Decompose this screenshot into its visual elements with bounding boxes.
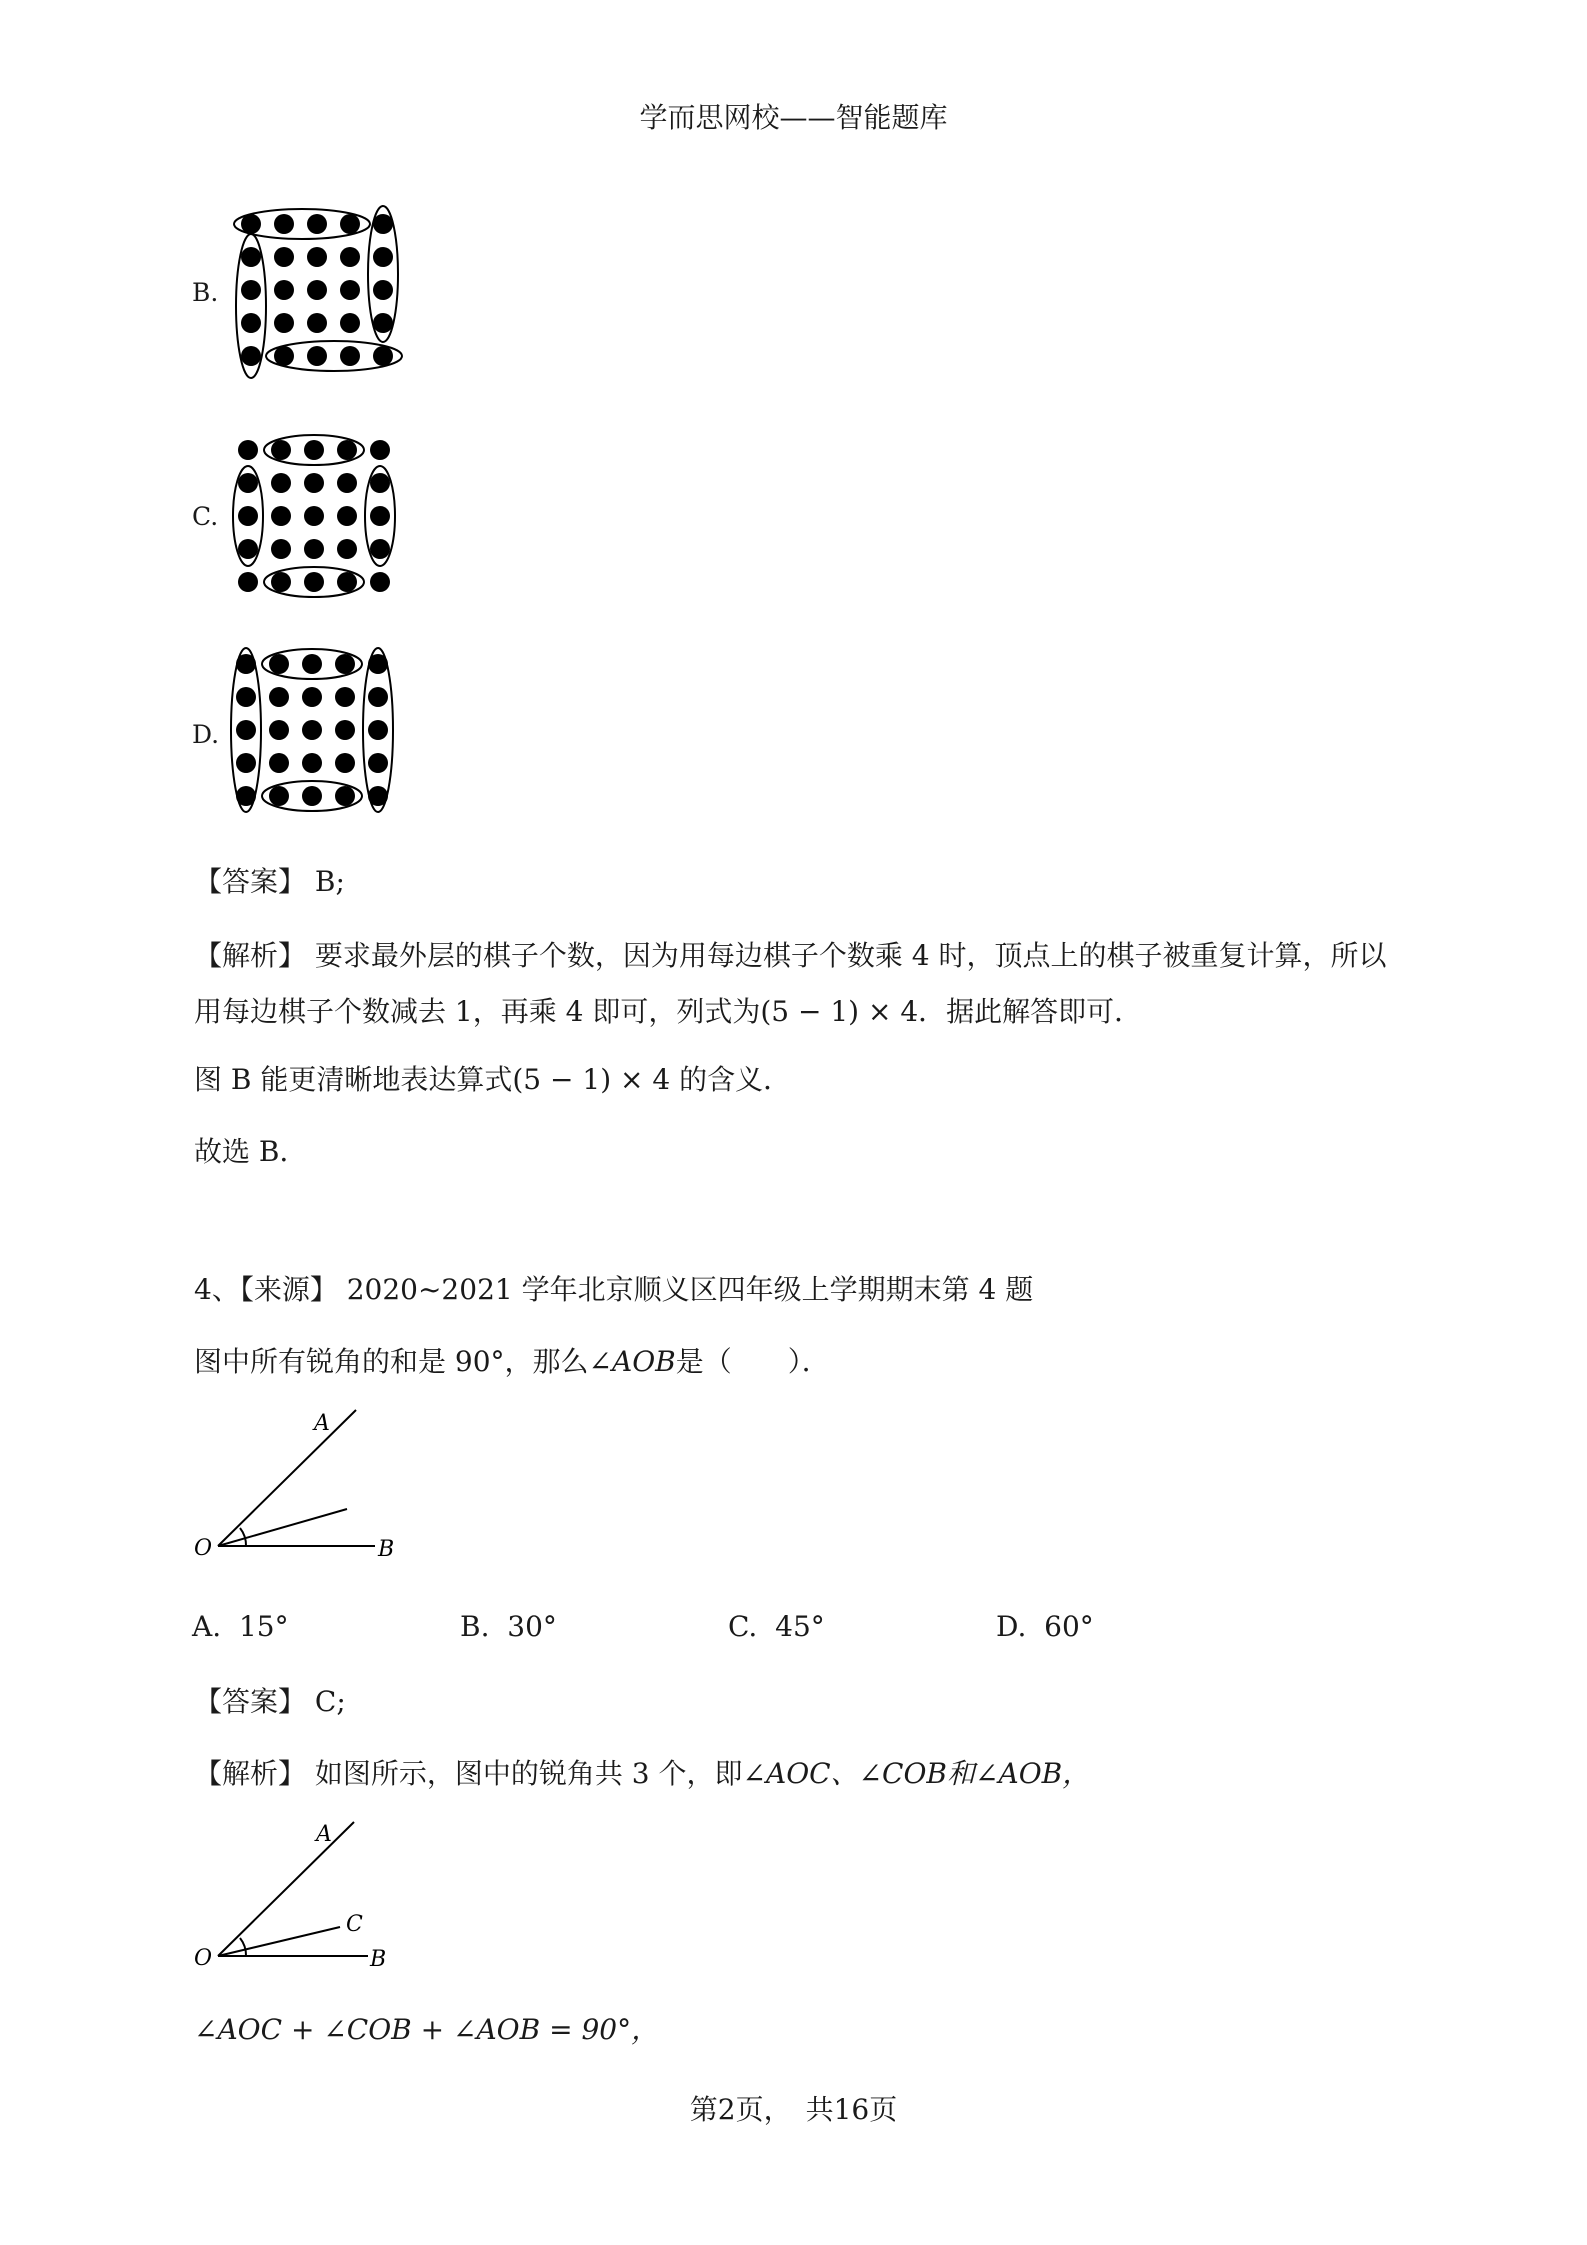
q4-question-angle: ∠AOB <box>588 1345 676 1378</box>
choice-a-value: 15° <box>238 1610 289 1643</box>
q4-question-prefix: 图中所有锐角的和是 90°，那么 <box>194 1345 589 1378</box>
q4-equation: ∠AOC + ∠COB + ∠AOB = 90°， <box>194 2013 660 2046</box>
q4-angle-figure <box>190 1400 410 1570</box>
option-label-b: B. <box>192 278 219 307</box>
q3-analysis-line-4: 故选 B． <box>194 1135 308 1168</box>
choice-d-value: 60° <box>1044 1610 1094 1643</box>
q4-source: 4、【来源】 2020~2021 学年北京顺义区四年级上学期期末第 4 题 <box>194 1273 1034 1306</box>
fig2-label-o: O <box>194 1946 213 1971</box>
fig1-label-o: O <box>194 1536 213 1561</box>
fig2-label-c: C <box>346 1912 363 1937</box>
choice-d-letter: D. <box>996 1610 1027 1643</box>
q4-analysis <box>194 1752 1090 1792</box>
option-d-figure <box>226 642 416 820</box>
option-label-c: C. <box>192 502 219 531</box>
choice-c-value: 45° <box>775 1610 825 1643</box>
choice-d <box>996 1610 1094 1643</box>
choice-b <box>460 1610 557 1643</box>
option-label-d: D. <box>192 720 220 749</box>
choice-b-value: 30° <box>507 1610 557 1643</box>
q4-answer: 【答案】 C; <box>194 1685 346 1718</box>
option-c-figure <box>228 428 418 598</box>
q3-analysis-line-2: 用每边棋子个数减去 1，再乘 4 即可，列式为(5 − 1) × 4．据此解答即可． <box>194 995 1143 1028</box>
q3-analysis-line-3: 图 B 能更清晰地表达算式(5 − 1) × 4 的含义． <box>194 1063 792 1096</box>
q4-analysis-figure <box>190 1810 410 1980</box>
choice-c <box>728 1610 825 1643</box>
choice-b-letter: B. <box>460 1610 490 1643</box>
q3-answer: 【答案】 B; <box>194 865 345 898</box>
q4-analysis-angles: ∠AOC、∠COB和∠AOB， <box>742 1757 1091 1790</box>
fig1-label-b: B <box>378 1537 395 1562</box>
q4-analysis-prefix: 【解析】 如图所示，图中的锐角共 3 个，即 <box>194 1757 743 1790</box>
choice-c-letter: C. <box>728 1610 758 1643</box>
fig2-label-b: B <box>370 1947 387 1972</box>
choice-a <box>192 1610 289 1643</box>
choice-a-letter: A. <box>192 1610 222 1643</box>
q4-question-suffix: 是（ ）． <box>675 1345 830 1378</box>
fig2-label-a: A <box>316 1822 332 1847</box>
fig1-label-a: A <box>314 1411 330 1436</box>
page-header: 学而思网校——智能题库 <box>639 101 948 134</box>
q3-analysis-line-1: 【解析】 要求最外层的棋子个数，因为用每边棋子个数乘 4 时，顶点上的棋子被重复计算，所以 <box>194 939 1387 972</box>
q4-question <box>194 1340 830 1380</box>
page-footer: 第2页， 共16页 <box>689 2093 898 2126</box>
option-b-figure <box>228 200 418 390</box>
